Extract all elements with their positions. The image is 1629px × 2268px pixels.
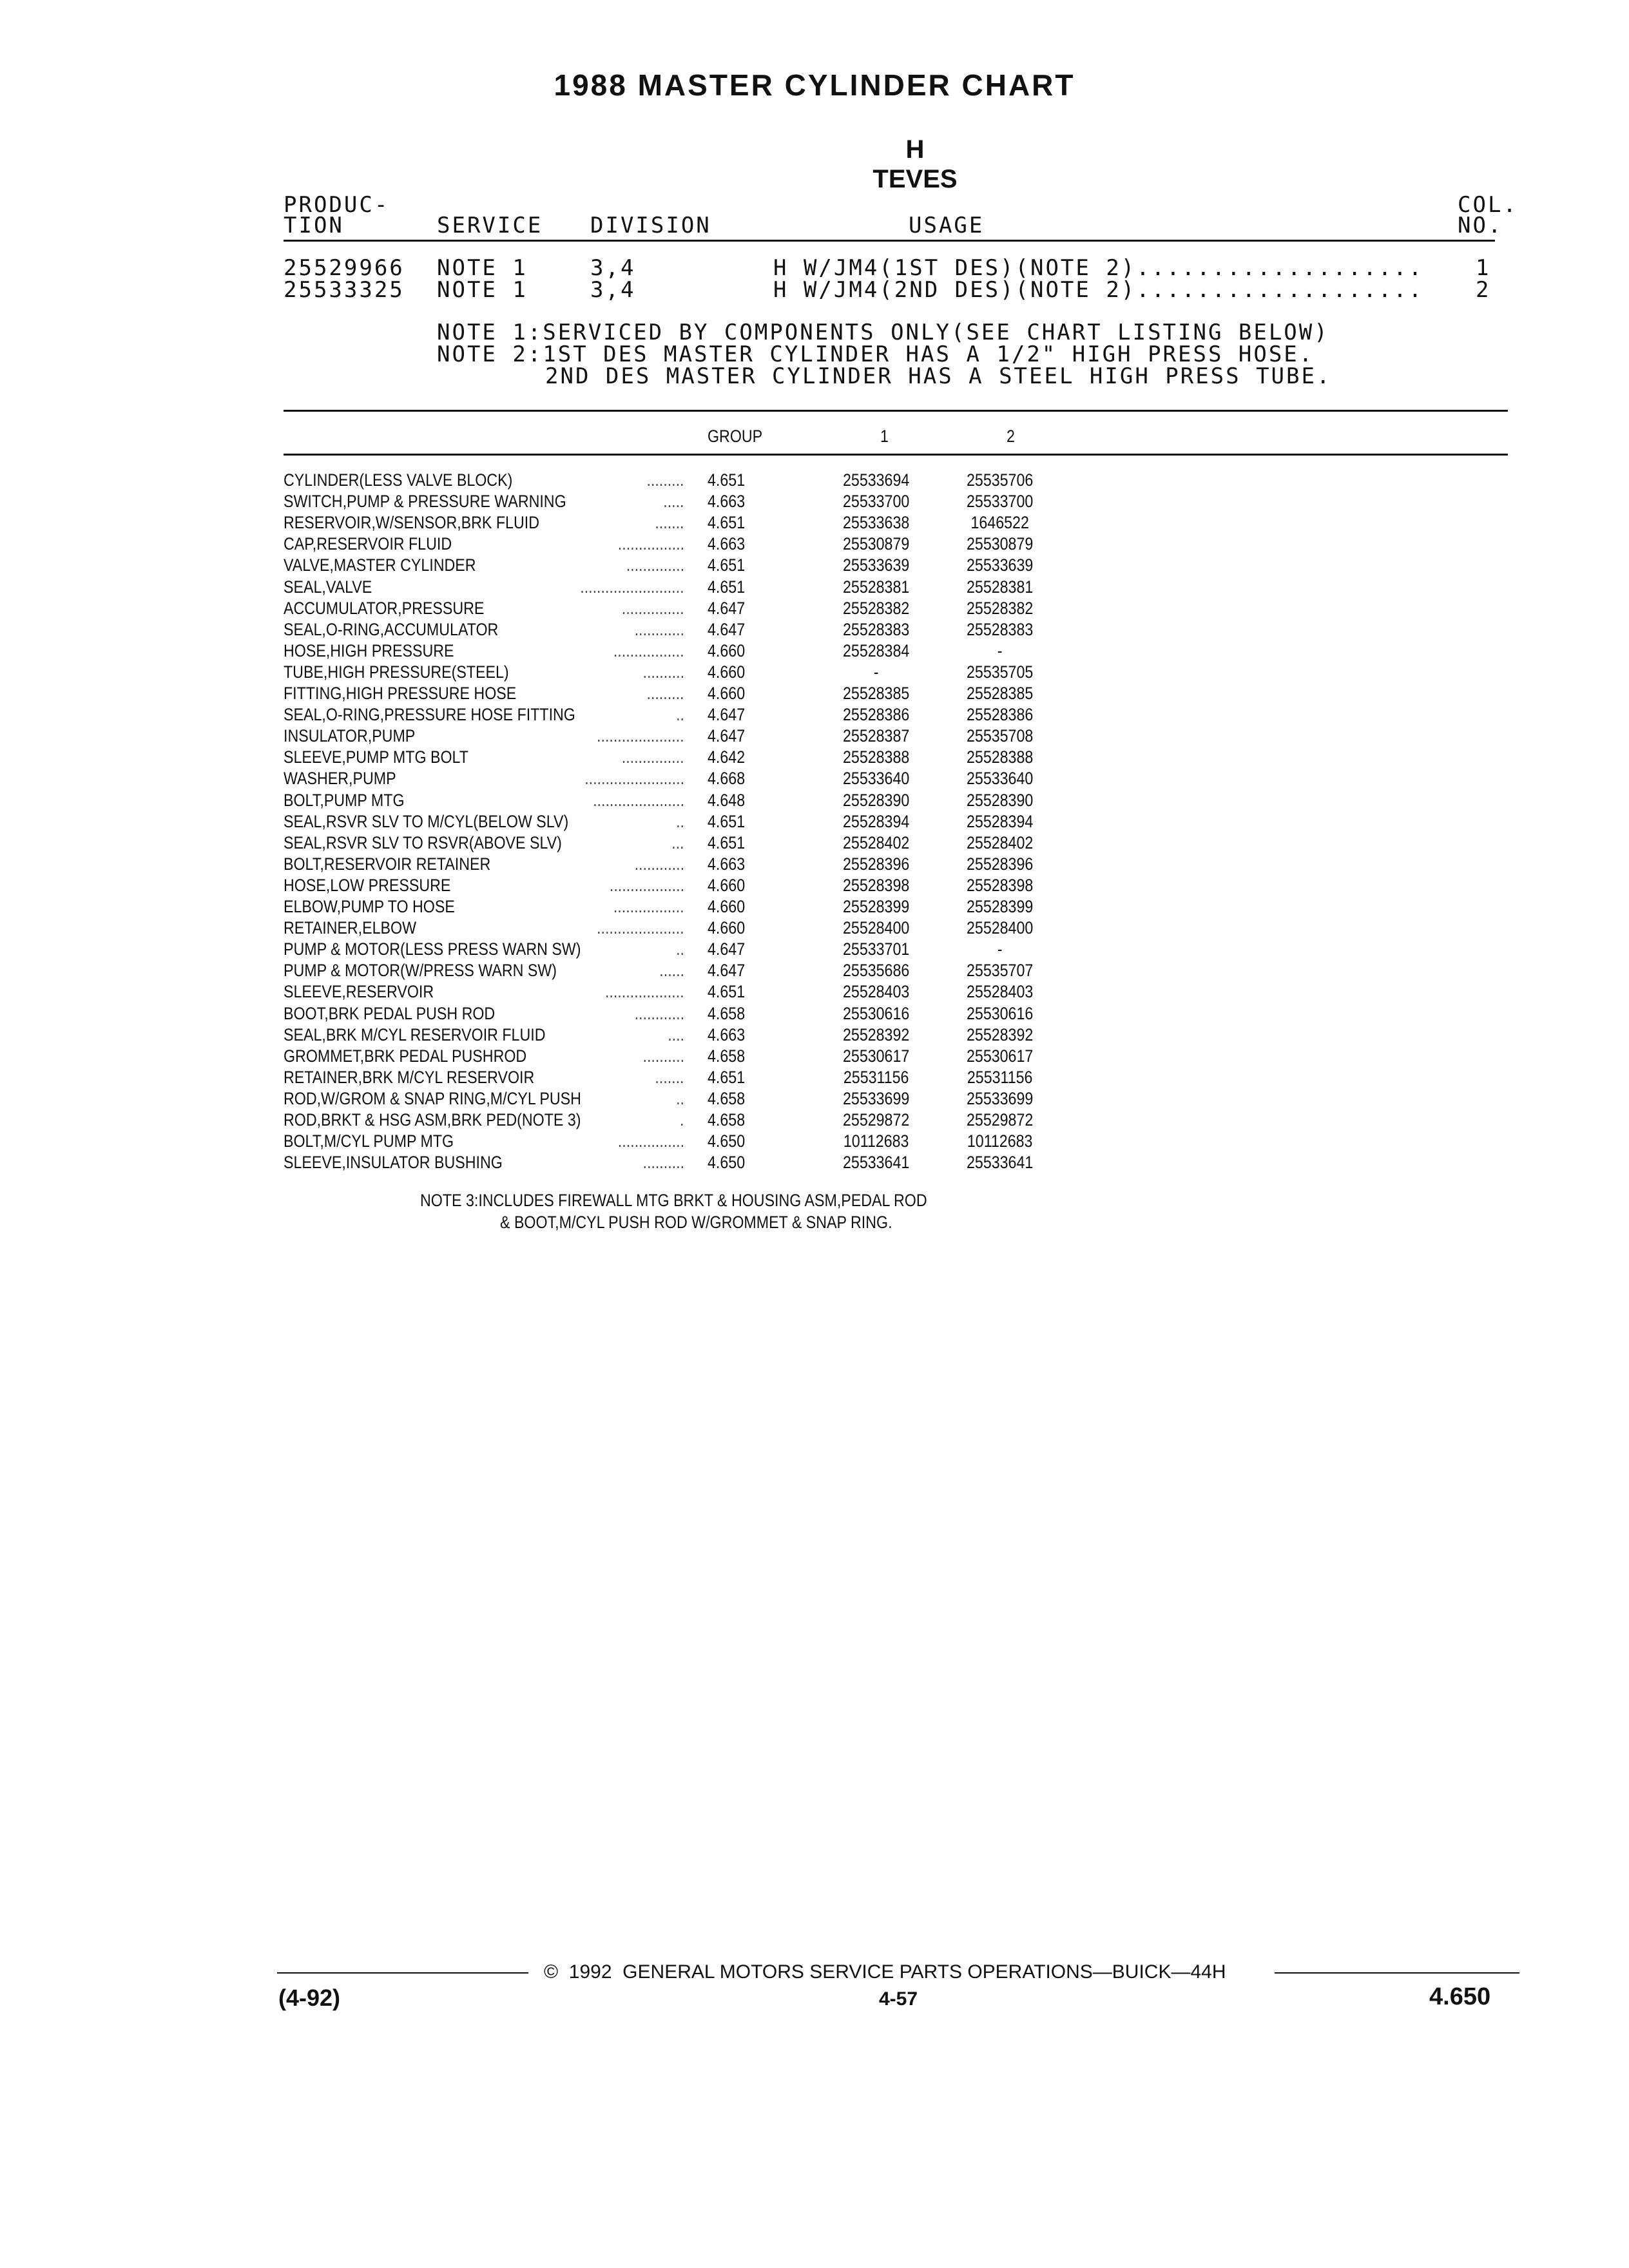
footer-date: (4-92) [278,1984,341,2011]
header-division: DIVISION [590,213,711,238]
part-leader-dots: ....... [655,513,684,532]
part-leader-dots: .......... [642,1046,684,1066]
part-leader-dots: ... [671,833,684,852]
part-number-col-2: 25528388 [966,747,1034,767]
part-number-col-1: 25530617 [842,1046,910,1066]
part-description: PUMP & MOTOR(LESS PRESS WARN SW) [284,939,581,959]
part-leader-dots: ..... [663,492,684,511]
part-description: ACCUMULATOR,PRESSURE [284,599,485,618]
part-leader-dots: ...... [659,961,684,980]
part-leader-dots: ................. [613,897,684,916]
part-description: CAP,RESERVOIR FLUID [284,534,452,553]
part-leader-dots: .. [676,1089,684,1108]
part-group: 4.651 [708,812,746,831]
header-col-1: COL. [1458,192,1518,218]
part-number-col-1: 25528384 [842,641,910,660]
part-number-col-1: 25533694 [842,470,910,490]
part-number-col-1: 25530879 [842,534,910,553]
top-row-col: 1 [1476,255,1491,281]
part-group: 4.663 [708,1025,746,1044]
part-group: 4.651 [708,470,746,490]
top-row-division: 3,4 [590,277,636,303]
part-group: 4.668 [708,769,746,788]
part-number-col-2: 25528399 [966,897,1034,916]
part-number-col-2: 25528400 [966,918,1034,937]
part-group: 4.663 [708,534,746,553]
part-leader-dots: .. [676,812,684,831]
part-leader-dots: ..................... [597,918,684,937]
part-group: 4.651 [708,577,746,597]
top-row-service: NOTE 1 [437,277,528,303]
part-group: 4.660 [708,641,746,660]
part-leader-dots: ........................ [584,769,684,788]
part-description: FITTING,HIGH PRESSURE HOSE [284,684,517,703]
part-leader-dots: .............. [626,555,684,575]
part-number-col-1: 25533699 [842,1089,910,1108]
part-number-col-2: 25528383 [966,620,1034,639]
part-number-col-2: 25528390 [966,791,1034,810]
part-number-col-1: 25528381 [842,577,910,597]
part-number-col-1: 25528394 [842,812,910,831]
footer-page-number: 4-57 [879,1988,918,2010]
part-description: GROMMET,BRK PEDAL PUSHROD [284,1046,527,1066]
footer-rule-left [277,1972,528,1974]
header-usage: USAGE [909,213,985,238]
part-group: 4.647 [708,961,746,980]
parts-header-group: GROUP [708,427,763,446]
footer-section-number: 4.650 [1429,1983,1491,2010]
part-number-col-2: 25535705 [966,662,1034,682]
note-3-continued: & BOOT,M/CYL PUSH ROD W/GROMMET & SNAP RING. [500,1213,892,1232]
header-production-1: PRODUC- [284,192,390,218]
part-group: 4.658 [708,1110,746,1129]
part-number-col-1: 25528402 [842,833,910,852]
part-group: 4.660 [708,918,746,937]
part-group: 4.642 [708,747,746,767]
part-group: 4.651 [708,513,746,532]
part-number-col-2: 25533640 [966,769,1034,788]
part-number-col-2: - [997,641,1003,660]
part-leader-dots: ......... [646,684,684,703]
top-row-usage: H W/JM4(1ST DES)(NOTE 2)................... [773,255,1424,281]
part-description: SEAL,BRK M/CYL RESERVOIR FLUID [284,1025,546,1044]
part-number-col-2: 25528382 [966,599,1034,618]
part-group: 4.650 [708,1153,746,1172]
note-3: NOTE 3:INCLUDES FIREWALL MTG BRKT & HOUSING ASM,PEDAL ROD [420,1191,927,1210]
part-description: SLEEVE,RESERVOIR [284,982,434,1001]
header-service: SERVICE [437,213,543,238]
parts-header-col-2: 2 [1007,427,1015,446]
part-leader-dots: ............ [634,1004,684,1023]
parts-top-rule [284,410,1508,412]
part-description: HOSE,HIGH PRESSURE [284,641,454,660]
part-number-col-1: 25528396 [842,854,910,874]
part-description: INSULATOR,PUMP [284,726,416,745]
part-number-col-1: 25530616 [842,1004,910,1023]
part-number-col-2: 25535706 [966,470,1034,490]
part-number-col-2: 25530879 [966,534,1034,553]
part-number-col-1: 25528388 [842,747,910,767]
part-group: 4.663 [708,854,746,874]
part-number-col-1: 10112683 [843,1131,909,1151]
part-leader-dots: ................... [605,982,684,1001]
part-leader-dots: ...................... [593,791,684,810]
part-number-col-2: 1646522 [970,513,1029,532]
part-number-col-2: 25533641 [966,1153,1034,1172]
part-number-col-2: 25528403 [966,982,1034,1001]
top-row-division: 3,4 [590,255,636,281]
part-description: TUBE,HIGH PRESSURE(STEEL) [284,662,509,682]
part-leader-dots: .... [668,1025,684,1044]
part-group: 4.647 [708,939,746,959]
part-group: 4.647 [708,705,746,724]
part-description: CYLINDER(LESS VALVE BLOCK) [284,470,513,490]
page-title: 1988 MASTER CYLINDER CHART [554,68,1075,102]
part-description: SEAL,O-RING,PRESSURE HOSE FITTING [284,705,575,724]
part-group: 4.647 [708,620,746,639]
part-number-col-2: 25528398 [966,876,1034,895]
part-number-col-1: 25533701 [842,939,910,959]
part-description: BOOT,BRK PEDAL PUSH ROD [284,1004,496,1023]
footer-rule-right [1275,1972,1519,1974]
top-row-production: 25533325 [284,277,405,303]
model-letter: H [905,135,925,164]
part-leader-dots: ......................... [580,577,684,597]
part-number-col-2: 25530617 [966,1046,1034,1066]
part-number-col-2: 25528394 [966,812,1034,831]
part-number-col-2: 25528381 [966,577,1034,597]
part-number-col-1: 25533638 [842,513,910,532]
part-group: 4.660 [708,897,746,916]
part-number-col-1: 25535686 [842,961,910,980]
part-number-col-1: 25528392 [842,1025,910,1044]
part-description: VALVE,MASTER CYLINDER [284,555,476,575]
part-description: HOSE,LOW PRESSURE [284,876,451,895]
note-2: NOTE 2:1ST DES MASTER CYLINDER HAS A 1/2" HIGH PRESS HOSE. [437,341,1315,367]
part-group: 4.660 [708,684,746,703]
part-leader-dots: .. [676,705,684,724]
part-number-col-2: 25533699 [966,1089,1034,1108]
part-group: 4.663 [708,492,746,511]
part-number-col-2: 25531156 [967,1068,1033,1087]
part-number-col-2: - [997,939,1003,959]
part-number-col-1: 25533700 [842,492,910,511]
part-number-col-2: 25533700 [966,492,1034,511]
part-description: RETAINER,ELBOW [284,918,417,937]
parts-header-rule [284,454,1508,456]
part-leader-dots: .. [676,939,684,959]
top-row-production: 25529966 [284,255,405,281]
header-production-2: TION [284,213,344,238]
part-number-col-1: 25528390 [842,791,910,810]
part-description: SEAL,RSVR SLV TO M/CYL(BELOW SLV) [284,812,569,831]
part-number-col-1: 25533641 [842,1153,910,1172]
part-number-col-1: 25528398 [842,876,910,895]
top-row-usage: H W/JM4(2ND DES)(NOTE 2)................... [773,277,1424,303]
part-group: 4.651 [708,982,746,1001]
part-number-col-1: 25528387 [842,726,910,745]
part-leader-dots: ......... [646,470,684,490]
part-leader-dots: ................ [617,1131,684,1151]
part-number-col-2: 25528402 [966,833,1034,852]
part-number-col-1: 25528382 [842,599,910,618]
part-leader-dots: ....... [655,1068,684,1087]
part-description: PUMP & MOTOR(W/PRESS WARN SW) [284,961,557,980]
part-group: 4.651 [708,833,746,852]
header-col-2: NO. [1458,213,1503,238]
make-name: TEVES [872,165,958,193]
part-group: 4.651 [708,555,746,575]
part-leader-dots: ............... [622,599,684,618]
part-description: BOLT,M/CYL PUMP MTG [284,1131,454,1151]
part-number-col-2: 25528392 [966,1025,1034,1044]
part-group: 4.658 [708,1046,746,1066]
part-group: 4.650 [708,1131,746,1151]
part-number-col-1: 25531156 [843,1068,909,1087]
part-group: 4.651 [708,1068,746,1087]
part-number-col-1: 25533640 [842,769,910,788]
part-number-col-2: 25528385 [966,684,1034,703]
part-number-col-1: 25528385 [842,684,910,703]
part-leader-dots: ................ [617,534,684,553]
part-leader-dots: ..................... [597,726,684,745]
part-description: SLEEVE,INSULATOR BUSHING [284,1153,503,1172]
part-leader-dots: ............ [634,620,684,639]
part-description: BOLT,RESERVOIR RETAINER [284,854,491,874]
part-description: RETAINER,BRK M/CYL RESERVOIR [284,1068,535,1087]
part-number-col-2: 25535707 [966,961,1034,980]
part-description: SLEEVE,PUMP MTG BOLT [284,747,468,767]
part-number-col-2: 25530616 [966,1004,1034,1023]
part-number-col-2: 10112683 [967,1131,1033,1151]
part-group: 4.647 [708,726,746,745]
part-group: 4.658 [708,1004,746,1023]
note-1: NOTE 1:SERVICED BY COMPONENTS ONLY(SEE CHART LISTING BELOW) [437,320,1329,345]
part-leader-dots: ............... [622,747,684,767]
part-number-col-1: - [873,662,879,682]
part-description: SEAL,VALVE [284,577,372,597]
part-leader-dots: .......... [642,662,684,682]
part-leader-dots: . [680,1110,684,1129]
part-number-col-1: 25528386 [842,705,910,724]
part-leader-dots: .......... [642,1153,684,1172]
part-number-col-1: 25528400 [842,918,910,937]
top-header-rule [284,240,1495,242]
part-number-col-2: 25533639 [966,555,1034,575]
top-row-service: NOTE 1 [437,255,528,281]
part-description: SWITCH,PUMP & PRESSURE WARNING [284,492,566,511]
part-group: 4.660 [708,876,746,895]
part-description: RESERVOIR,W/SENSOR,BRK FLUID [284,513,539,532]
part-number-col-2: 25535708 [966,726,1034,745]
part-leader-dots: ............ [634,854,684,874]
part-leader-dots: ................. [613,641,684,660]
part-number-col-1: 25528399 [842,897,910,916]
part-number-col-1: 25528403 [842,982,910,1001]
part-leader-dots: .................. [609,876,684,895]
parts-header-col-1: 1 [880,427,889,446]
part-number-col-1: 25528383 [842,620,910,639]
part-description: SEAL,RSVR SLV TO RSVR(ABOVE SLV) [284,833,562,852]
note-2-continued: 2ND DES MASTER CYLINDER HAS A STEEL HIGH PRESS TUBE. [545,363,1332,389]
part-number-col-2: 25528386 [966,705,1034,724]
part-description: WASHER,PUMP [284,769,396,788]
footer-copyright: © 1992 GENERAL MOTORS SERVICE PARTS OPERATIONS—BUICK—44H [544,1961,1226,1983]
part-number-col-2: 25528396 [966,854,1034,874]
part-number-col-1: 25529872 [842,1110,910,1129]
part-description: BOLT,PUMP MTG [284,791,405,810]
part-group: 4.658 [708,1089,746,1108]
part-number-col-1: 25533639 [842,555,910,575]
part-group: 4.660 [708,662,746,682]
part-number-col-2: 25529872 [966,1110,1034,1129]
part-description: ELBOW,PUMP TO HOSE [284,897,455,916]
part-description: SEAL,O-RING,ACCUMULATOR [284,620,499,639]
part-group: 4.647 [708,599,746,618]
part-description: ROD,BRKT & HSG ASM,BRK PED(NOTE 3) [284,1110,581,1129]
part-group: 4.648 [708,791,746,810]
part-description: ROD,W/GROM & SNAP RING,M/CYL PUSH [284,1089,581,1108]
top-row-col: 2 [1476,277,1491,303]
